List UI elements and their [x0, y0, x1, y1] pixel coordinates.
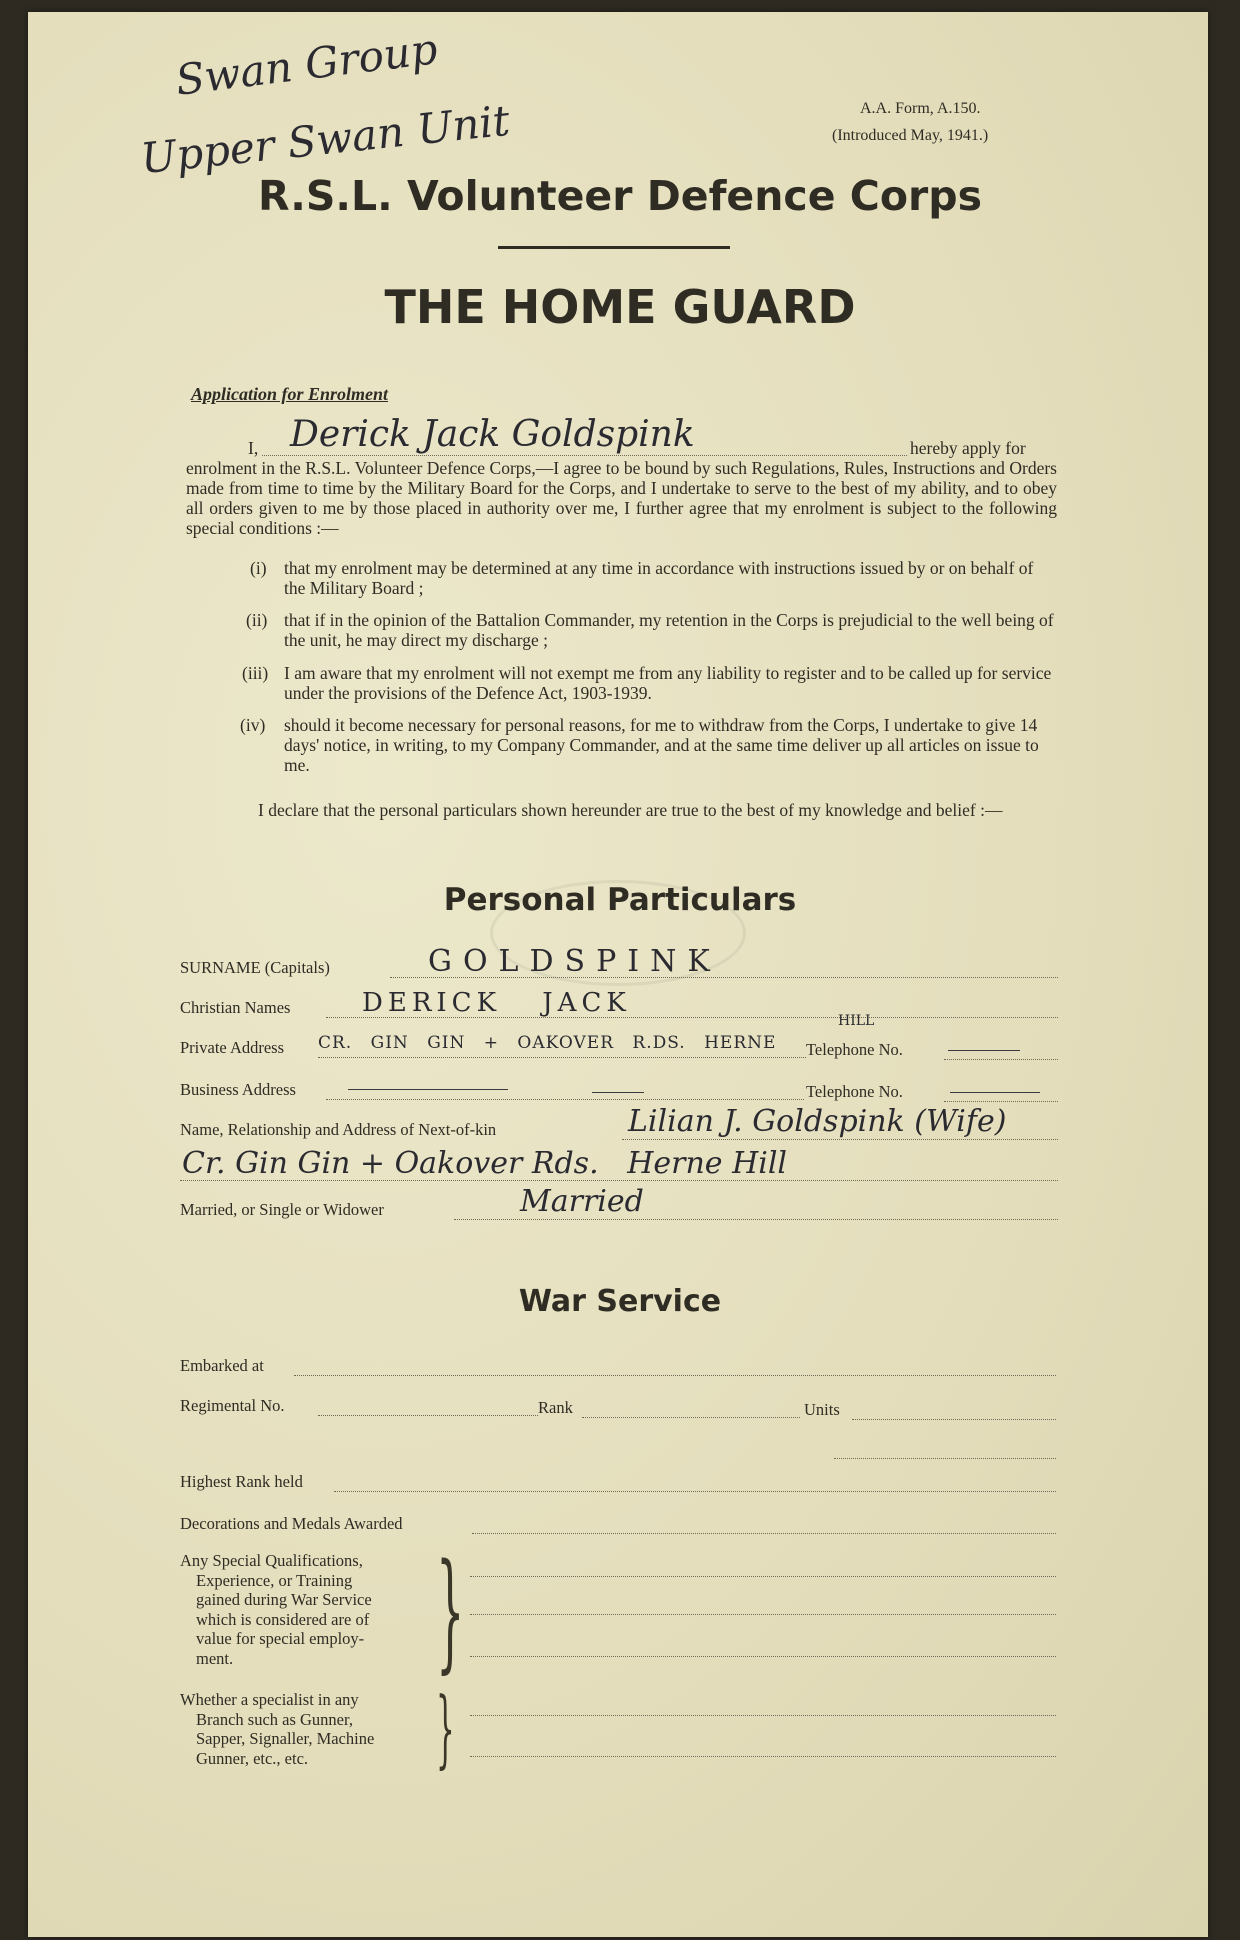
business-telephone-line — [944, 1101, 1058, 1102]
units-label: Units — [804, 1400, 840, 1419]
regimental-number-label: Regimental No. — [180, 1396, 285, 1415]
business-telephone-dash — [950, 1092, 1040, 1093]
surname-value: GOLDSPINK — [428, 944, 721, 979]
telephone-label: Telephone No. — [806, 1040, 903, 1059]
christian-names-label: Christian Names — [180, 998, 291, 1017]
decorations-label: Decorations and Medals Awarded — [180, 1514, 403, 1533]
condition-text: should it become necessary for personal reasons, for me to withdraw from the Corps, I undertake to give 14 days' notice, in writing, to my Company Commander, and at the same time deliver up all articles on issue to me. — [284, 715, 1039, 775]
heading-rule — [498, 246, 730, 249]
form-number: A.A. Form, A.150. — [860, 100, 981, 117]
marital-status-line — [454, 1219, 1058, 1220]
applicant-name: Derick Jack Goldspink — [290, 414, 695, 455]
next-of-kin-address: Cr. Gin Gin + Oakover Rds. Herne Hill — [182, 1146, 788, 1181]
specialist-text: Sapper, Signaller, Machine — [196, 1729, 375, 1748]
units-line-2 — [834, 1458, 1056, 1459]
marital-status-label: Married, or Single or Widower — [180, 1200, 384, 1219]
specialist-label — [180, 1690, 450, 1768]
private-address-hill: HILL — [838, 1013, 875, 1029]
condition-number: (iii) — [242, 663, 269, 683]
applicant-name-line — [262, 455, 907, 456]
war-service-heading: War Service — [518, 1284, 722, 1319]
embarked-line — [294, 1375, 1056, 1376]
next-of-kin-label: Name, Relationship and Address of Next-of-kin — [180, 1120, 497, 1139]
condition-text: that my enrolment may be determined at any time in accordance with instructions issued by or on behalf of the Military Board ; — [284, 558, 1034, 598]
next-of-kin-line — [622, 1139, 1058, 1140]
qualifications-text: gained during War Service — [196, 1590, 372, 1609]
business-telephone-label: Telephone No. — [806, 1082, 903, 1101]
business-address-label: Business Address — [180, 1080, 296, 1099]
org-heading: R.S.L. Volunteer Defence Corps — [257, 172, 983, 220]
declaration: I declare that the personal particulars shown hereunder are true to the best of my knowledge and belief :— — [258, 800, 1003, 820]
marital-status-value: Married — [520, 1184, 644, 1219]
private-address-label: Private Address — [180, 1038, 285, 1057]
form-introduced-date: (Introduced May, 1941.) — [832, 127, 989, 144]
applicant-prefix: I, — [248, 438, 259, 458]
rank-label: Rank — [538, 1398, 573, 1417]
condition-number: (i) — [250, 558, 267, 578]
annotation-swan-group: Swan Group — [172, 24, 441, 105]
annotation-upper-swan-unit: Upper Swan Unit — [138, 95, 512, 184]
specialist-brace: } — [436, 1679, 455, 1777]
highest-rank-label: Highest Rank held — [180, 1472, 303, 1491]
qualifications-text: Any Special Qualifications, — [180, 1551, 363, 1570]
next-of-kin-value: Lilian J. Goldspink (Wife) — [628, 1104, 1007, 1139]
christian-names-value: DERICK JACK — [362, 988, 631, 1018]
highest-rank-line — [334, 1491, 1056, 1492]
page-title: THE HOME GUARD — [384, 280, 856, 334]
private-address-value: CR. GIN GIN + OAKOVER R.DS. HERNE — [318, 1033, 777, 1053]
personal-heading: Personal Particulars — [443, 882, 797, 918]
units-line — [852, 1419, 1056, 1420]
business-dash — [592, 1092, 644, 1093]
embarked-label: Embarked at — [180, 1356, 264, 1375]
condition-number: (iv) — [240, 715, 266, 735]
condition-number: (ii) — [246, 610, 268, 630]
qualifications-text: value for special employ- — [196, 1629, 365, 1648]
condition-text: that if in the opinion of the Battalion Commander, my retention in the Corps is prejudicial to the well being of the unit, he may direct my discharge ; — [284, 610, 1054, 650]
application-heading: Application for Enrolment — [191, 384, 389, 404]
business-address-line — [326, 1099, 804, 1100]
surname-label: SURNAME (Capitals) — [180, 958, 330, 977]
qualifications-line — [470, 1576, 1056, 1577]
condition-text: I am aware that my enrolment will not exempt me from any liability to register and to be called up for service under the provisions of the Defence Act, 1903-1939. — [284, 663, 1052, 703]
qualifications-text: ment. — [196, 1648, 234, 1668]
telephone-line — [944, 1059, 1058, 1060]
specialist-text: Whether a specialist in any — [180, 1690, 359, 1709]
qualifications-label — [180, 1551, 450, 1668]
decorations-line — [472, 1533, 1056, 1534]
telephone-dash — [948, 1050, 1020, 1051]
specialist-line — [470, 1756, 1056, 1757]
qualifications-text: Experience, or Training — [196, 1570, 353, 1590]
qualifications-line — [470, 1614, 1056, 1615]
private-address-line — [318, 1057, 806, 1058]
qualifications-text: which is considered are of — [196, 1609, 370, 1629]
apply-suffix: hereby apply for — [910, 438, 1026, 458]
qualifications-brace: } — [436, 1537, 465, 1686]
regimental-number-line — [318, 1415, 538, 1416]
business-dash — [348, 1089, 508, 1090]
enrolment-body: enrolment in the R.S.L. Volunteer Defence Corps,—I agree to be bound by such Regulations, Rules, Instructions and Orders made from time to time by the Military Board for the Corps, and I undertake to serve to the best of my ability, and to obey all orders given to me by those placed in authority over me, I further agree that my enrolment is subject to the following special conditions :— — [186, 458, 1057, 538]
specialist-line — [470, 1715, 1056, 1716]
specialist-text: Branch such as Gunner, — [196, 1709, 353, 1729]
qualifications-line — [470, 1656, 1056, 1657]
specialist-text: Gunner, etc., etc. — [196, 1748, 309, 1768]
rank-line — [582, 1417, 800, 1418]
